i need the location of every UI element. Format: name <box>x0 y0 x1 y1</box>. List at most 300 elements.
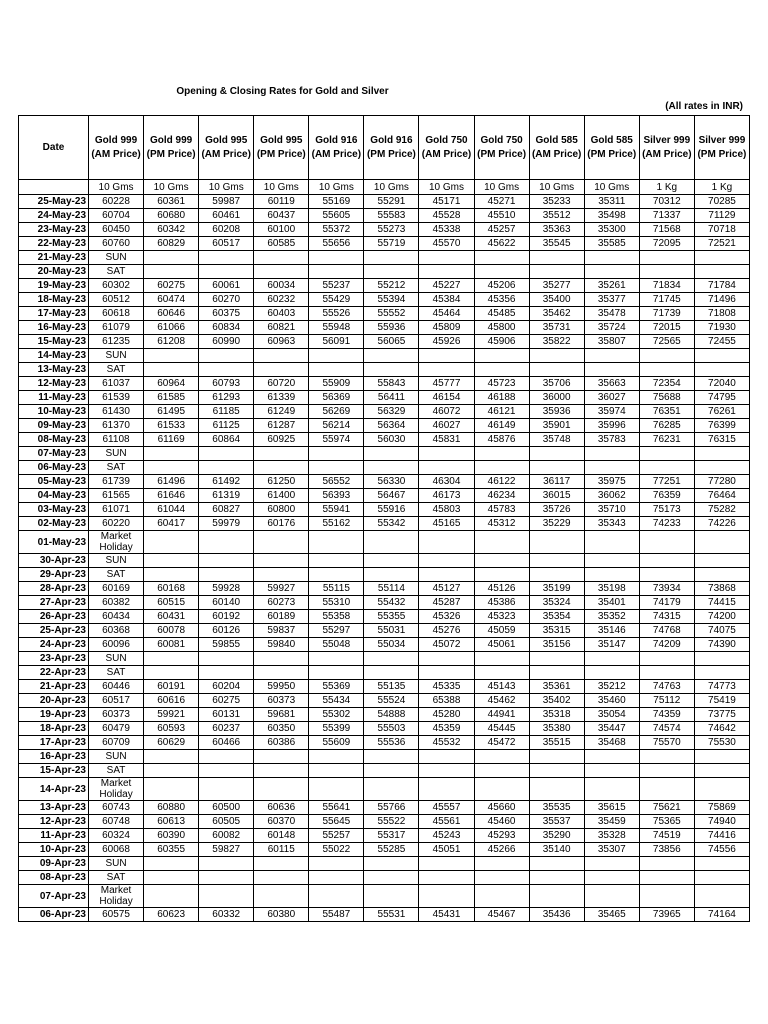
rate-cell: 45293 <box>474 829 529 843</box>
rate-cell: 35468 <box>584 736 639 750</box>
rate-cell <box>639 447 694 461</box>
column-header: Gold 750 (AM Price) <box>419 116 474 180</box>
rate-cell: SAT <box>89 871 144 885</box>
rate-cell: 61108 <box>89 433 144 447</box>
rate-cell <box>309 871 364 885</box>
rate-cell: 45557 <box>419 801 474 815</box>
rate-cell: 45462 <box>474 694 529 708</box>
rate-cell: 60386 <box>254 736 309 750</box>
rate-cell: 60517 <box>199 237 254 251</box>
rate-cell: 35146 <box>584 624 639 638</box>
rate-cell <box>364 666 419 680</box>
rate-cell: 61565 <box>89 489 144 503</box>
column-header: Gold 585 (PM Price) <box>584 116 639 180</box>
rate-cell: 56393 <box>309 489 364 503</box>
rate-cell <box>529 461 584 475</box>
rate-cell: 60864 <box>199 433 254 447</box>
rate-cell: 35498 <box>584 209 639 223</box>
rate-cell: 35462 <box>529 307 584 321</box>
rate-cell: 45384 <box>419 293 474 307</box>
rate-cell: 74416 <box>694 829 749 843</box>
rate-cell: 75173 <box>639 503 694 517</box>
rate-cell <box>639 554 694 568</box>
rate-cell <box>199 871 254 885</box>
rate-cell: 45800 <box>474 321 529 335</box>
rate-cell: 45803 <box>419 503 474 517</box>
rate-cell: 35615 <box>584 801 639 815</box>
rate-cell <box>309 554 364 568</box>
rate-cell <box>529 778 584 801</box>
rate-cell: 45777 <box>419 377 474 391</box>
date-cell: 07-Apr-23 <box>19 885 89 908</box>
rate-cell: 61066 <box>144 321 199 335</box>
rate-cell: 74940 <box>694 815 749 829</box>
rate-cell: 70718 <box>694 223 749 237</box>
rate-cell: 60382 <box>89 596 144 610</box>
rates-table <box>18 115 750 922</box>
table-row <box>19 531 750 554</box>
date-cell: 13-May-23 <box>19 363 89 377</box>
rate-cell: SUN <box>89 349 144 363</box>
rate-cell: 56091 <box>309 335 364 349</box>
rate-cell: 76464 <box>694 489 749 503</box>
date-cell: 10-May-23 <box>19 405 89 419</box>
rate-cell <box>254 447 309 461</box>
rate-cell <box>419 349 474 363</box>
rate-cell: Market Holiday <box>89 778 144 801</box>
unit-cell: 10 Gms <box>89 180 144 195</box>
date-cell: 16-May-23 <box>19 321 89 335</box>
rate-cell: 60081 <box>144 638 199 652</box>
rate-cell: 60302 <box>89 279 144 293</box>
rate-cell: 35478 <box>584 307 639 321</box>
rate-cell: 74519 <box>639 829 694 843</box>
rate-cell: 55503 <box>364 722 419 736</box>
rate-cell <box>694 871 749 885</box>
date-cell: 11-May-23 <box>19 391 89 405</box>
table-row <box>19 857 750 871</box>
rate-cell: 73775 <box>694 708 749 722</box>
rate-cell <box>309 363 364 377</box>
rate-cell <box>254 363 309 377</box>
unit-cell: 1 Kg <box>639 180 694 195</box>
rate-cell: 75112 <box>639 694 694 708</box>
rate-cell: 61339 <box>254 391 309 405</box>
rate-cell: 60373 <box>89 708 144 722</box>
rate-cell <box>309 764 364 778</box>
table-row <box>19 871 750 885</box>
rate-cell <box>309 251 364 265</box>
rate-cell: 60821 <box>254 321 309 335</box>
unit-cell: 10 Gms <box>144 180 199 195</box>
rate-cell: 60990 <box>199 335 254 349</box>
rate-cell <box>419 778 474 801</box>
rate-cell <box>254 652 309 666</box>
rate-cell: 76315 <box>694 433 749 447</box>
rate-cell: 55766 <box>364 801 419 815</box>
date-cell: 22-Apr-23 <box>19 666 89 680</box>
rate-cell: 60375 <box>199 307 254 321</box>
date-cell: 30-Apr-23 <box>19 554 89 568</box>
rate-cell <box>529 885 584 908</box>
rate-cell: 60115 <box>254 843 309 857</box>
rate-cell: 60373 <box>254 694 309 708</box>
rate-cell: 55358 <box>309 610 364 624</box>
rate-cell <box>584 666 639 680</box>
rate-cell: 60709 <box>89 736 144 750</box>
rate-cell: 55605 <box>309 209 364 223</box>
rate-cell <box>144 531 199 554</box>
rate-cell: 35748 <box>529 433 584 447</box>
column-header: Gold 999 (AM Price) <box>89 116 144 180</box>
rate-cell <box>364 568 419 582</box>
rate-cell: 60228 <box>89 195 144 209</box>
rate-cell: 45472 <box>474 736 529 750</box>
rate-cell: 55317 <box>364 829 419 843</box>
rate-cell <box>199 554 254 568</box>
rate-cell: 59928 <box>199 582 254 596</box>
rate-cell <box>474 568 529 582</box>
rate-cell: SUN <box>89 251 144 265</box>
rate-cell: 45906 <box>474 335 529 349</box>
rate-cell: 71808 <box>694 307 749 321</box>
rate-cell <box>584 265 639 279</box>
rate-cell <box>584 447 639 461</box>
column-header: Gold 585 (AM Price) <box>529 116 584 180</box>
rate-cell <box>584 531 639 554</box>
rate-cell: 55310 <box>309 596 364 610</box>
rate-cell: 55372 <box>309 223 364 237</box>
date-cell: 15-May-23 <box>19 335 89 349</box>
rate-cell <box>144 871 199 885</box>
rate-cell: SUN <box>89 652 144 666</box>
date-cell: 09-May-23 <box>19 419 89 433</box>
date-cell: 25-Apr-23 <box>19 624 89 638</box>
rate-cell <box>254 764 309 778</box>
rate-cell: Market Holiday <box>89 531 144 554</box>
rate-cell: 60332 <box>199 908 254 922</box>
rate-cell: 60512 <box>89 293 144 307</box>
column-header: Gold 916 (AM Price) <box>309 116 364 180</box>
rate-cell: 55583 <box>364 209 419 223</box>
rate-cell: 45312 <box>474 517 529 531</box>
column-header: Date <box>19 116 89 180</box>
date-cell: 20-May-23 <box>19 265 89 279</box>
column-header: Silver 999 (PM Price) <box>694 116 749 180</box>
rate-cell <box>529 652 584 666</box>
rate-cell <box>584 554 639 568</box>
rate-cell: 45051 <box>419 843 474 857</box>
rate-cell: 56214 <box>309 419 364 433</box>
column-header: Gold 750 (PM Price) <box>474 116 529 180</box>
rate-cell: 59979 <box>199 517 254 531</box>
rate-cell <box>199 885 254 908</box>
rate-cell <box>639 251 694 265</box>
rate-cell <box>584 885 639 908</box>
rate-cell: 35328 <box>584 829 639 843</box>
rate-cell <box>639 885 694 908</box>
rate-cell: 45338 <box>419 223 474 237</box>
rate-cell <box>474 857 529 871</box>
rate-cell: 55609 <box>309 736 364 750</box>
rate-cell: 55399 <box>309 722 364 736</box>
table-row <box>19 377 750 391</box>
rate-cell <box>529 251 584 265</box>
rate-cell: 56065 <box>364 335 419 349</box>
rate-cell <box>144 363 199 377</box>
rate-cell: 61585 <box>144 391 199 405</box>
date-cell: 18-May-23 <box>19 293 89 307</box>
rate-cell: 45326 <box>419 610 474 624</box>
rate-cell <box>694 554 749 568</box>
rate-cell: 60680 <box>144 209 199 223</box>
rate-cell <box>254 531 309 554</box>
rate-cell: 60720 <box>254 377 309 391</box>
rate-cell <box>474 349 529 363</box>
rate-cell <box>364 554 419 568</box>
rate-cell: 74390 <box>694 638 749 652</box>
rate-cell: 59837 <box>254 624 309 638</box>
rate-cell: 60082 <box>199 829 254 843</box>
rate-cell: 46188 <box>474 391 529 405</box>
rate-cell: 55237 <box>309 279 364 293</box>
rate-cell: 55909 <box>309 377 364 391</box>
rate-cell: 74179 <box>639 596 694 610</box>
rate-cell: 72455 <box>694 335 749 349</box>
rate-cell: 60623 <box>144 908 199 922</box>
rate-cell: 60380 <box>254 908 309 922</box>
table-row <box>19 582 750 596</box>
rate-cell <box>529 447 584 461</box>
rate-cell: 46173 <box>419 489 474 503</box>
date-cell: 03-May-23 <box>19 503 89 517</box>
rate-cell: 55522 <box>364 815 419 829</box>
rate-cell: 56030 <box>364 433 419 447</box>
rate-cell <box>639 778 694 801</box>
rate-cell: 60505 <box>199 815 254 829</box>
rate-cell <box>254 554 309 568</box>
rate-cell: 46122 <box>474 475 529 489</box>
rate-cell <box>529 764 584 778</box>
rate-cell <box>144 265 199 279</box>
rate-cell: 45622 <box>474 237 529 251</box>
rate-cell: 76285 <box>639 419 694 433</box>
rate-cell: 45660 <box>474 801 529 815</box>
rate-cell <box>639 750 694 764</box>
table-row <box>19 237 750 251</box>
rate-cell: 45271 <box>474 195 529 209</box>
date-cell: 12-Apr-23 <box>19 815 89 829</box>
rate-cell: 45165 <box>419 517 474 531</box>
rate-cell: 61492 <box>199 475 254 489</box>
rate-cell: 45276 <box>419 624 474 638</box>
rate-cell <box>584 349 639 363</box>
rate-cell: 35545 <box>529 237 584 251</box>
rate-cell: 35318 <box>529 708 584 722</box>
rate-cell: 35140 <box>529 843 584 857</box>
rate-cell: 46154 <box>419 391 474 405</box>
rate-cell: 60793 <box>199 377 254 391</box>
rate-cell <box>144 447 199 461</box>
rate-cell <box>254 871 309 885</box>
rate-cell: 55526 <box>309 307 364 321</box>
rate-cell: 45528 <box>419 209 474 223</box>
rate-cell: 55941 <box>309 503 364 517</box>
rate-cell: 77280 <box>694 475 749 489</box>
rate-cell: 60437 <box>254 209 309 223</box>
rate-cell: 60593 <box>144 722 199 736</box>
rate-cell: SUN <box>89 750 144 764</box>
date-cell: 14-Apr-23 <box>19 778 89 801</box>
date-cell: 06-Apr-23 <box>19 908 89 922</box>
rate-cell: SUN <box>89 857 144 871</box>
date-cell: 08-May-23 <box>19 433 89 447</box>
rate-cell: 35198 <box>584 582 639 596</box>
rate-cell: 55114 <box>364 582 419 596</box>
rate-cell <box>419 554 474 568</box>
rate-cell <box>309 750 364 764</box>
rate-cell: 74763 <box>639 680 694 694</box>
rate-cell: 55843 <box>364 377 419 391</box>
rate-cell: 45485 <box>474 307 529 321</box>
rate-cell: 35156 <box>529 638 584 652</box>
rate-cell: 74574 <box>639 722 694 736</box>
rate-cell: 60068 <box>89 843 144 857</box>
rate-cell <box>694 251 749 265</box>
rate-cell <box>419 885 474 908</box>
rate-cell <box>419 251 474 265</box>
rate-cell: 55552 <box>364 307 419 321</box>
rate-cell <box>364 447 419 461</box>
rate-cell <box>309 885 364 908</box>
rate-cell: 35352 <box>584 610 639 624</box>
rate-cell: 35290 <box>529 829 584 843</box>
rate-cell <box>144 554 199 568</box>
rate-cell: SAT <box>89 666 144 680</box>
rate-cell <box>254 349 309 363</box>
rate-cell: 60390 <box>144 829 199 843</box>
rate-cell: 60140 <box>199 596 254 610</box>
rate-cell: 35363 <box>529 223 584 237</box>
rate-cell <box>529 857 584 871</box>
rate-cell: 74200 <box>694 610 749 624</box>
rate-cell: 60613 <box>144 815 199 829</box>
rate-cell: 55273 <box>364 223 419 237</box>
rate-cell: 35515 <box>529 736 584 750</box>
table-row <box>19 321 750 335</box>
rate-cell <box>199 251 254 265</box>
rate-cell: 61208 <box>144 335 199 349</box>
rate-cell: 35402 <box>529 694 584 708</box>
rate-cell: 74233 <box>639 517 694 531</box>
date-cell: 10-Apr-23 <box>19 843 89 857</box>
rate-cell <box>584 461 639 475</box>
table-row <box>19 801 750 815</box>
date-cell: 20-Apr-23 <box>19 694 89 708</box>
rate-cell: 45510 <box>474 209 529 223</box>
rate-cell <box>309 568 364 582</box>
rate-cell <box>254 666 309 680</box>
table-row <box>19 279 750 293</box>
rate-cell: 55291 <box>364 195 419 209</box>
table-row <box>19 680 750 694</box>
table-row <box>19 778 750 801</box>
rate-cell: 35585 <box>584 237 639 251</box>
rate-cell: 61169 <box>144 433 199 447</box>
rate-cell: 60061 <box>199 279 254 293</box>
table-row <box>19 815 750 829</box>
rate-cell <box>199 363 254 377</box>
rate-cell: 61235 <box>89 335 144 349</box>
rate-cell: 61071 <box>89 503 144 517</box>
rate-cell: 60515 <box>144 596 199 610</box>
rate-cell: 59950 <box>254 680 309 694</box>
rate-cell: 75688 <box>639 391 694 405</box>
table-row <box>19 419 750 433</box>
rate-cell: 55432 <box>364 596 419 610</box>
rate-cell: SAT <box>89 764 144 778</box>
rate-cell <box>474 885 529 908</box>
rate-cell: 55135 <box>364 680 419 694</box>
rate-cell: 60192 <box>199 610 254 624</box>
column-header: Gold 999 (PM Price) <box>144 116 199 180</box>
rate-cell: 45926 <box>419 335 474 349</box>
rate-cell: 35261 <box>584 279 639 293</box>
rate-cell: 45127 <box>419 582 474 596</box>
rate-cell: 60208 <box>199 223 254 237</box>
rate-cell <box>364 531 419 554</box>
rate-cell: 55169 <box>309 195 364 209</box>
rate-cell: 55394 <box>364 293 419 307</box>
rate-cell <box>419 447 474 461</box>
rate-cell: 55369 <box>309 680 364 694</box>
rate-cell: 71739 <box>639 307 694 321</box>
rate-cell: 35233 <box>529 195 584 209</box>
rate-cell: 35724 <box>584 321 639 335</box>
table-row <box>19 638 750 652</box>
rate-cell <box>199 764 254 778</box>
rate-cell: 35710 <box>584 503 639 517</box>
rate-cell <box>309 265 364 279</box>
rate-cell: 60096 <box>89 638 144 652</box>
table-row <box>19 885 750 908</box>
rate-cell <box>364 764 419 778</box>
rate-cell <box>144 349 199 363</box>
date-cell: 26-Apr-23 <box>19 610 89 624</box>
rate-cell <box>639 764 694 778</box>
rate-cell: 60204 <box>199 680 254 694</box>
rate-cell <box>364 265 419 279</box>
rate-cell: 35512 <box>529 209 584 223</box>
unit-cell: 10 Gms <box>364 180 419 195</box>
rate-cell: 71568 <box>639 223 694 237</box>
rate-cell <box>529 363 584 377</box>
rate-cell: 55656 <box>309 237 364 251</box>
rate-cell: 60517 <box>89 694 144 708</box>
rate-cell: 55948 <box>309 321 364 335</box>
rate-cell: 60434 <box>89 610 144 624</box>
rate-cell: 59987 <box>199 195 254 209</box>
rate-cell <box>144 652 199 666</box>
rate-cell: 35537 <box>529 815 584 829</box>
table-row <box>19 908 750 922</box>
rate-cell: SAT <box>89 461 144 475</box>
rate-cell: 60636 <box>254 801 309 815</box>
rate-cell: 71784 <box>694 279 749 293</box>
rate-cell: 60834 <box>199 321 254 335</box>
rate-cell <box>199 652 254 666</box>
rate-cell <box>144 778 199 801</box>
